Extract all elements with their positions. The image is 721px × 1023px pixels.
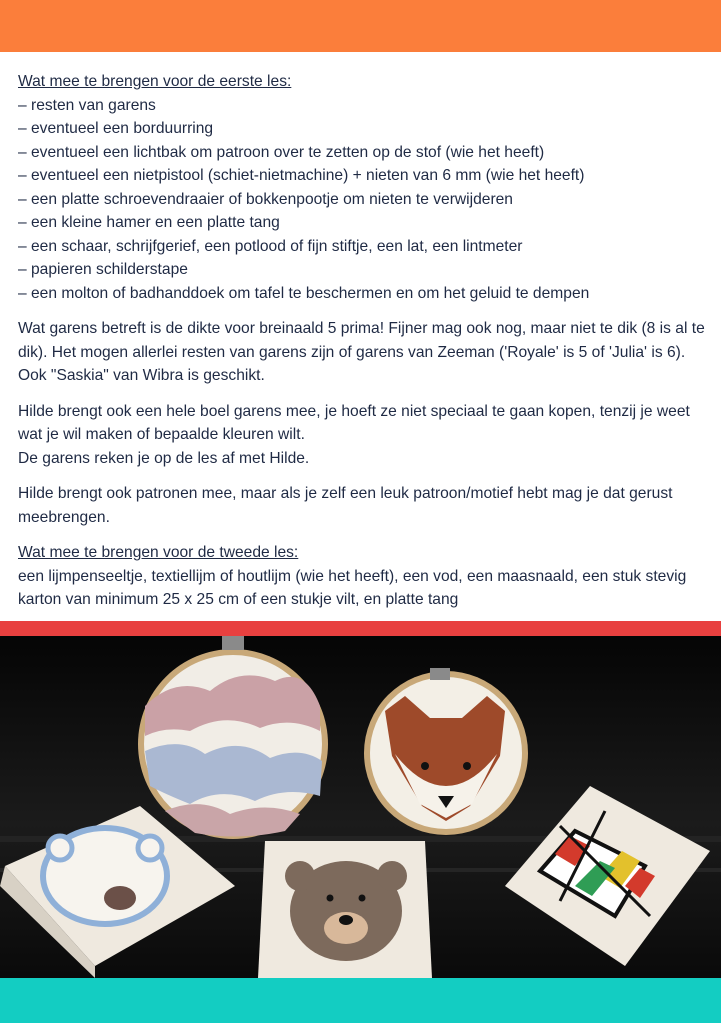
brown-bear-canvas	[258, 841, 432, 978]
hilde-yarn-line-2: De garens reken je op de les af met Hilde.	[18, 449, 310, 467]
punch-needle-artwork-photo	[0, 636, 721, 978]
list-item: – een molton of badhanddoek om tafel te beschermen en om het geluid te dempen	[18, 284, 590, 302]
hilde-yarn-line-1: Hilde brengt ook een hele boel garens mee, je hoeft ze niet speciaal te gaan kopen, tenzij je weet wat je wil maken of bepaalde kleuren wilt.	[18, 402, 690, 443]
list-item: – een platte schroevendraaier of bokkenpootje om nieten te verwijderen	[18, 190, 513, 208]
list-item: – papieren schilderstape	[18, 261, 188, 278]
list-item: – eventueel een nietpistool (schiet-nietmachine) + nieten van 6 mm (wie het heeft)	[18, 167, 585, 184]
second-lesson-heading: Wat mee te brengen voor de tweede les:	[18, 544, 299, 561]
hilde-yarn-paragraph	[18, 400, 708, 471]
first-lesson-heading: Wat mee te brengen voor de eerste les:	[18, 73, 292, 90]
document-body	[18, 70, 708, 612]
top-orange-band	[0, 0, 721, 52]
list-item: – eventueel een borduurring	[18, 120, 214, 137]
list-item: – een kleine hamer en een platte tang	[18, 214, 280, 231]
photo-illustration	[0, 636, 721, 978]
list-item: – resten van garens	[18, 96, 156, 114]
patterns-paragraph: Hilde brengt ook patronen mee, maar als je zelf een leuk patroon/motief hebt mag je dat gerust meebrengen.	[18, 485, 673, 526]
red-band	[0, 621, 721, 636]
first-lesson-list	[18, 94, 708, 306]
second-lesson-text: een lijmpenseeltje, textiellijm of houtlijm (wie het heeft), een vod, een maasnaald, een stuk stevig karton van minimum 25 x 25 cm of een stukje vilt, en platte tang	[18, 567, 687, 608]
list-item: – eventueel een lichtbak om patroon over te zetten op de stof (wie het heeft)	[18, 143, 545, 161]
yarn-paragraph: Wat garens betreft is de dikte voor breinaald 5 prima! Fijner mag ook nog, maar niet te dik (8 is al te dik). Het mogen allerlei resten van garens zijn of garens van Zeeman ('Royale' is 5 of 'Julia' is 6). Ook "Saskia" van Wibra is geschikt.	[18, 320, 705, 384]
bottom-teal-band	[0, 978, 721, 1023]
list-item: – een schaar, schrijfgerief, een potlood of fijn stiftje, een lat, een lintmeter	[18, 237, 523, 255]
